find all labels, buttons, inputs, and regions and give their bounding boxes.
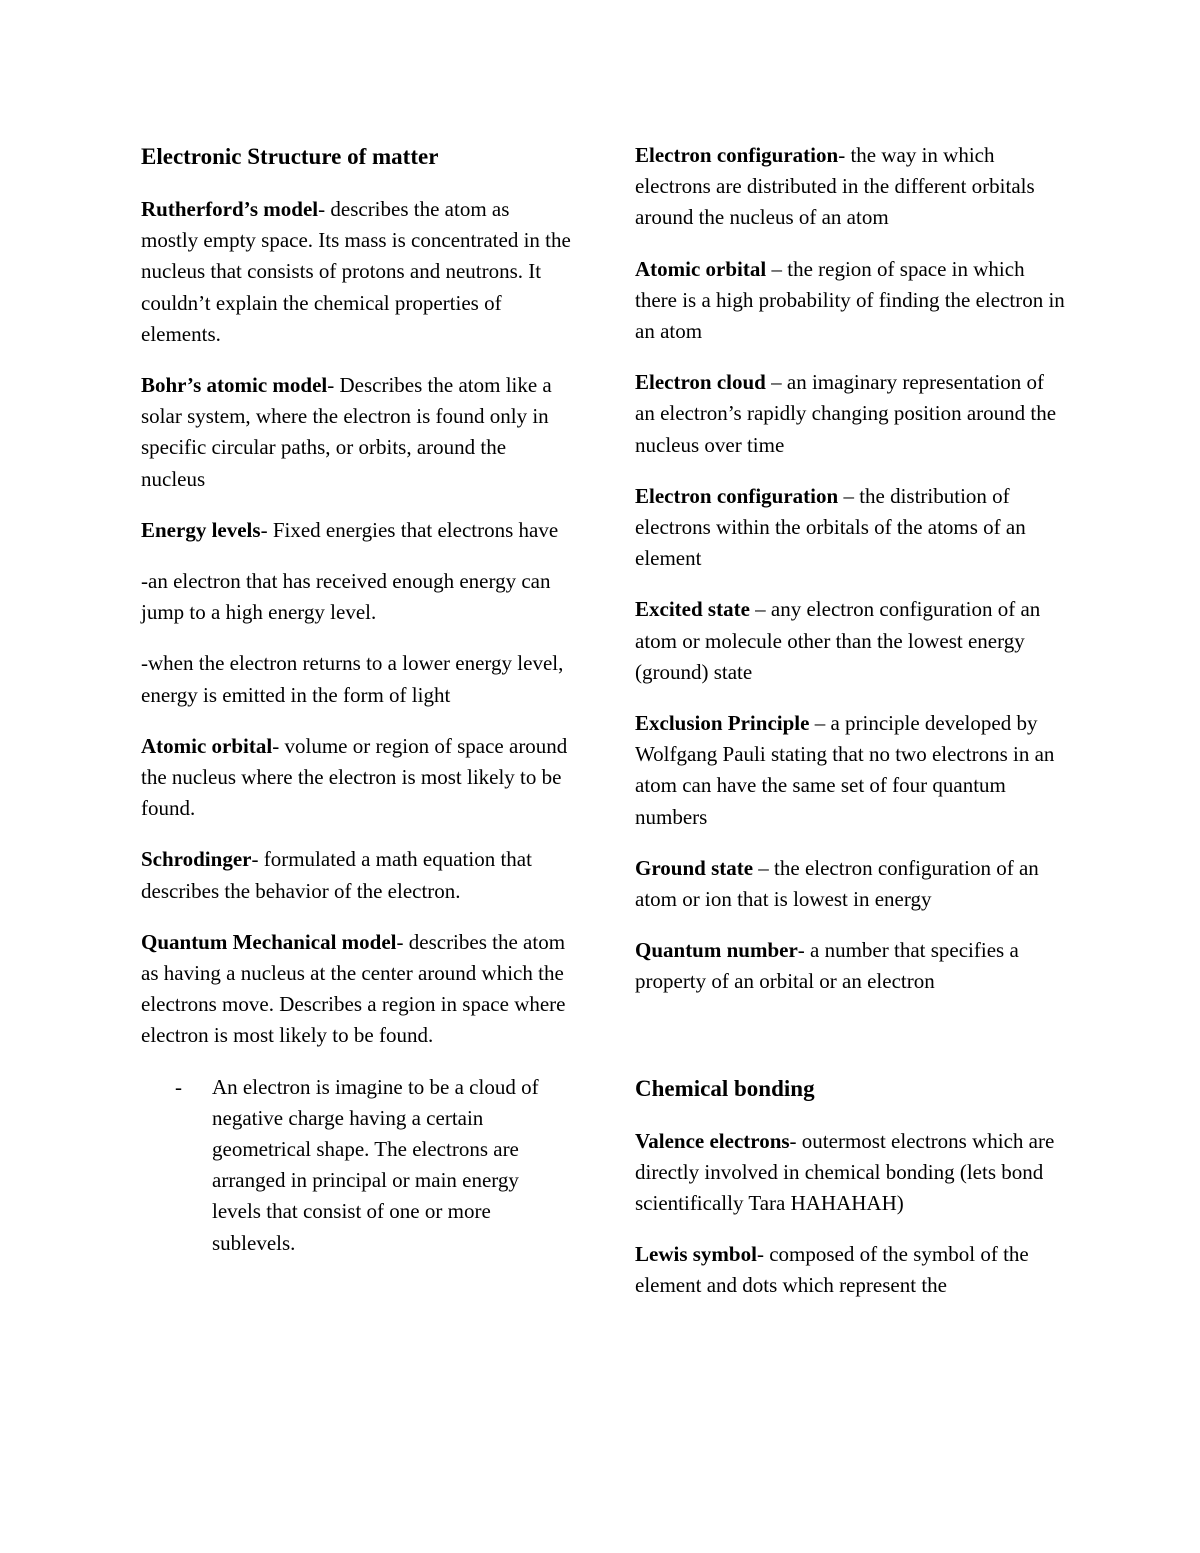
definition-electron-configuration — [635, 140, 1065, 234]
note-emit-light: -when the electron returns to a lower energy level, energy is emitted in the form of light — [141, 651, 564, 707]
definition-text: the electron configuration of an atom or ion that is lowest in energy — [635, 855, 1039, 912]
definition-text: the way in which electrons are distributed in the different orbitals around the nucleus of an atom — [635, 143, 1035, 230]
definition-term: Excited state — [635, 597, 750, 622]
definition-separator: - — [789, 1128, 802, 1153]
definition-term: Electron configuration — [635, 143, 839, 167]
definition-text: the distribution of electrons within the orbitals of the atoms of an element — [635, 483, 1026, 571]
page-title: Electronic Structure of matter — [141, 144, 439, 169]
list-item — [141, 1072, 571, 1259]
left-column — [141, 140, 571, 1259]
definition-separator: – — [809, 711, 831, 736]
definition-separator: – — [766, 256, 788, 281]
definition-quantum-mechanical-model — [141, 927, 571, 1052]
definition-separator: – — [838, 483, 860, 508]
definition-separator: – — [749, 597, 771, 622]
section-spacer — [635, 1018, 1065, 1072]
definition-term: Bohr’s atomic model — [141, 373, 328, 398]
note-jump-energy: -an electron that has received enough energy can jump to a high energy level. — [141, 569, 551, 625]
bullet-dash: - — [175, 1074, 182, 1099]
definition-separator: - — [260, 517, 273, 542]
definition-term: Quantum Mechanical model — [141, 929, 397, 954]
definition-text: a number that specifies a property of an orbital or an electron — [635, 938, 1019, 994]
definition-term: Electron cloud — [635, 370, 766, 395]
definition-term: Quantum number — [635, 938, 798, 963]
definition-term: Electron configuration — [635, 483, 839, 508]
definition-separator: - — [272, 733, 285, 758]
definition-electron-configuration-2 — [635, 481, 1065, 575]
definition-term: Ground state — [635, 855, 754, 880]
right-column — [635, 140, 1065, 1322]
definition-excited-state — [635, 594, 1065, 688]
definition-exclusion-principle — [635, 708, 1065, 833]
section-heading-chemical-bonding: Chemical bonding — [635, 1075, 815, 1101]
definition-text: describes the atom as having a nucleus at the center around which the electrons move. Describes a region in space where electron is most likely to be found. — [141, 929, 566, 1048]
bullet-text: An electron is imagine to be a cloud of negative charge having a certain geometrical shape. The electrons are arranged in principal or main energy levels that consist of one or more sublevels. — [212, 1074, 539, 1255]
bullet-list — [141, 1072, 571, 1259]
definition-separator: – — [753, 855, 775, 880]
definition-text: an imaginary representation of an electron’s rapidly changing position around the nucleus over time — [635, 370, 1057, 457]
definition-lewis-symbol — [635, 1239, 1065, 1301]
definition-separator: - — [756, 1242, 770, 1267]
definition-separator: – — [765, 370, 787, 395]
definition-separator: - — [251, 847, 264, 872]
definition-text: the region of space in which there is a high probability of finding the electron in an atom — [635, 256, 1065, 344]
definition-ground-state — [635, 853, 1065, 915]
definition-text: outermost electrons which are directly involved in chemical bonding (lets bond scientifically Tara HAHAHAH) — [635, 1128, 1055, 1216]
definition-text: composed of the symbol of the element and dots which represent the — [635, 1242, 1029, 1298]
definition-term: Exclusion Principle — [635, 711, 810, 736]
definition-text: a principle developed by Wolfgang Pauli stating that no two electrons in an atom can have the same set of four quantum numbers — [635, 711, 1055, 829]
definition-text: volume or region of space around the nucleus where the electron is most likely to be found. — [141, 733, 568, 821]
definition-quantum-number — [635, 935, 1065, 997]
definition-energy-levels — [141, 515, 571, 546]
definition-atomic-orbital-2 — [635, 254, 1065, 348]
definition-rutherford — [141, 194, 571, 350]
definition-separator: - — [318, 197, 331, 221]
definition-separator: - — [838, 143, 851, 167]
definition-text: Describes the atom like a solar system, where the electron is found only in specific circular paths, or orbits, around the nucleus — [141, 373, 552, 491]
definition-text: describes the atom as mostly empty space. Its mass is concentrated in the nucleus that consists of protons and neutrons. It couldn’t explain the chemical properties of elements. — [141, 197, 571, 346]
definition-term: Rutherford’s model — [141, 197, 319, 221]
definition-term: Schrodinger — [141, 847, 252, 872]
definition-valence-electrons — [635, 1126, 1065, 1220]
definition-text: any electron configuration of an atom or molecule other than the lowest energy (ground) state — [635, 597, 1041, 684]
definition-term: Atomic orbital — [635, 256, 767, 281]
definition-schrodinger — [141, 844, 571, 906]
definition-bohr — [141, 370, 571, 495]
definition-term: Lewis symbol — [635, 1242, 757, 1267]
definition-text: Fixed energies that electrons have — [272, 517, 559, 542]
definition-separator: - — [797, 938, 811, 963]
definition-term: Energy levels — [141, 517, 261, 542]
definition-text: formulated a math equation that describes the behavior of the electron. — [141, 847, 532, 903]
definition-separator: - — [327, 373, 340, 398]
definition-separator: - — [396, 929, 409, 954]
definition-term: Atomic orbital — [141, 733, 273, 758]
definition-term: Valence electrons — [635, 1128, 790, 1153]
definition-electron-cloud — [635, 367, 1065, 461]
definition-atomic-orbital — [141, 731, 571, 825]
